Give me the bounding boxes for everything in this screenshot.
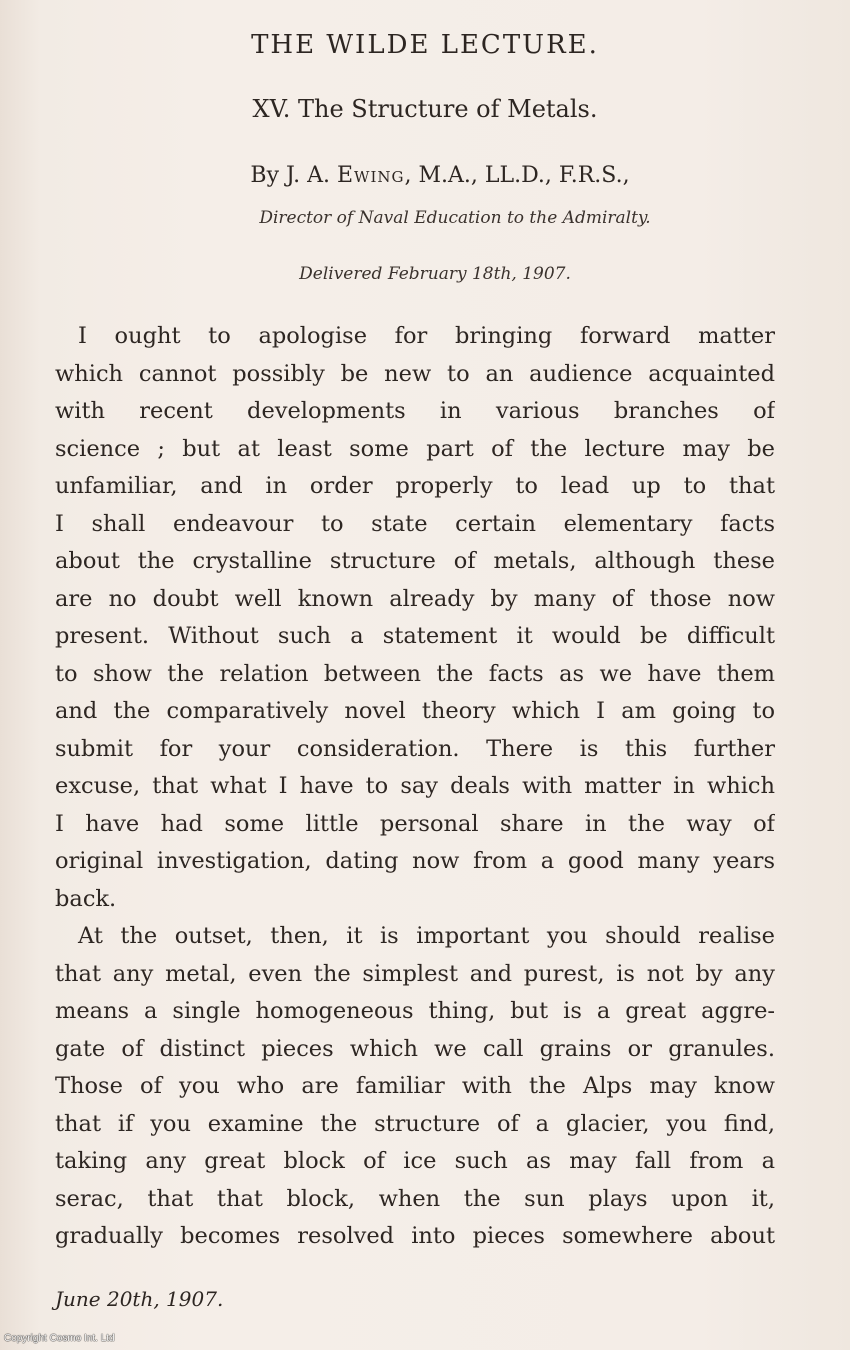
lecture-body <box>55 318 775 1256</box>
series-title: THE WILDE LECTURE. <box>251 30 599 60</box>
footer-date: June 20th, 1907. <box>55 1287 224 1311</box>
text-line: are no doubt well known already by many of those now <box>55 585 775 612</box>
text-line: that any metal, even the simplest and purest, is not by any <box>55 960 775 987</box>
text-line: present. Without such a statement it would be difficult <box>55 623 775 649</box>
author-line <box>0 163 850 188</box>
text-line: taking any great block of ice such as may fall from a <box>55 1148 775 1174</box>
text-line: submit for your consideration. There is this further <box>55 735 775 762</box>
text-line: means a single homogeneous thing, but is a great aggre- <box>55 998 775 1024</box>
paragraph-2 <box>55 918 775 1256</box>
text-line: about the crystalline structure of metals, although these <box>55 548 775 574</box>
text-line: excuse, that what I have to say deals with matter in which <box>55 773 775 799</box>
paragraph-1 <box>55 318 775 918</box>
text-line: back. <box>55 885 117 912</box>
text-line: Those of you who are familiar with the Alps may know <box>55 1073 775 1099</box>
text-line: I shall endeavour to state certain elementary facts <box>55 510 775 537</box>
text-line: which cannot possibly be new to an audience acquainted <box>55 360 775 387</box>
text-line: to show the relation between the facts as we have them <box>55 660 775 687</box>
author-affiliation: Director of Naval Education to the Admiralty. <box>259 208 651 228</box>
text-line: I ought to apologise for bringing forward matter <box>78 323 775 349</box>
text-line: unfamiliar, and in order properly to lead up to that <box>55 473 775 499</box>
text-line: original investigation, dating now from a good many years <box>55 848 775 874</box>
delivered-date: Delivered February 18th, 1907. <box>299 264 571 284</box>
author-prefix: By J. A. <box>250 163 337 188</box>
copyright-watermark: Copyright Cosmo Int. Ltd <box>4 1333 115 1344</box>
author-name: Ewing <box>336 163 405 188</box>
text-line: I have had some little personal share in the way of <box>55 810 775 837</box>
text-line: with recent developments in various branches of <box>55 398 775 424</box>
text-line: serac, that that block, when the sun plays upon it, <box>55 1185 775 1212</box>
text-line: At the outset, then, it is important you should realise <box>78 923 775 949</box>
text-line: gate of distinct pieces which we call grains or granules. <box>55 1035 775 1062</box>
lecture-title: XV. The Structure of Metals. <box>252 95 598 123</box>
text-line: science ; but at least some part of the lecture may be <box>55 435 775 462</box>
text-line: gradually becomes resolved into pieces somewhere about <box>55 1223 775 1249</box>
text-line: that if you examine the structure of a glacier, you find, <box>55 1110 775 1137</box>
author-degrees: , M.A., LL.D., F.R.S., <box>404 163 630 188</box>
text-line: and the comparatively novel theory which I am going to <box>55 698 775 724</box>
